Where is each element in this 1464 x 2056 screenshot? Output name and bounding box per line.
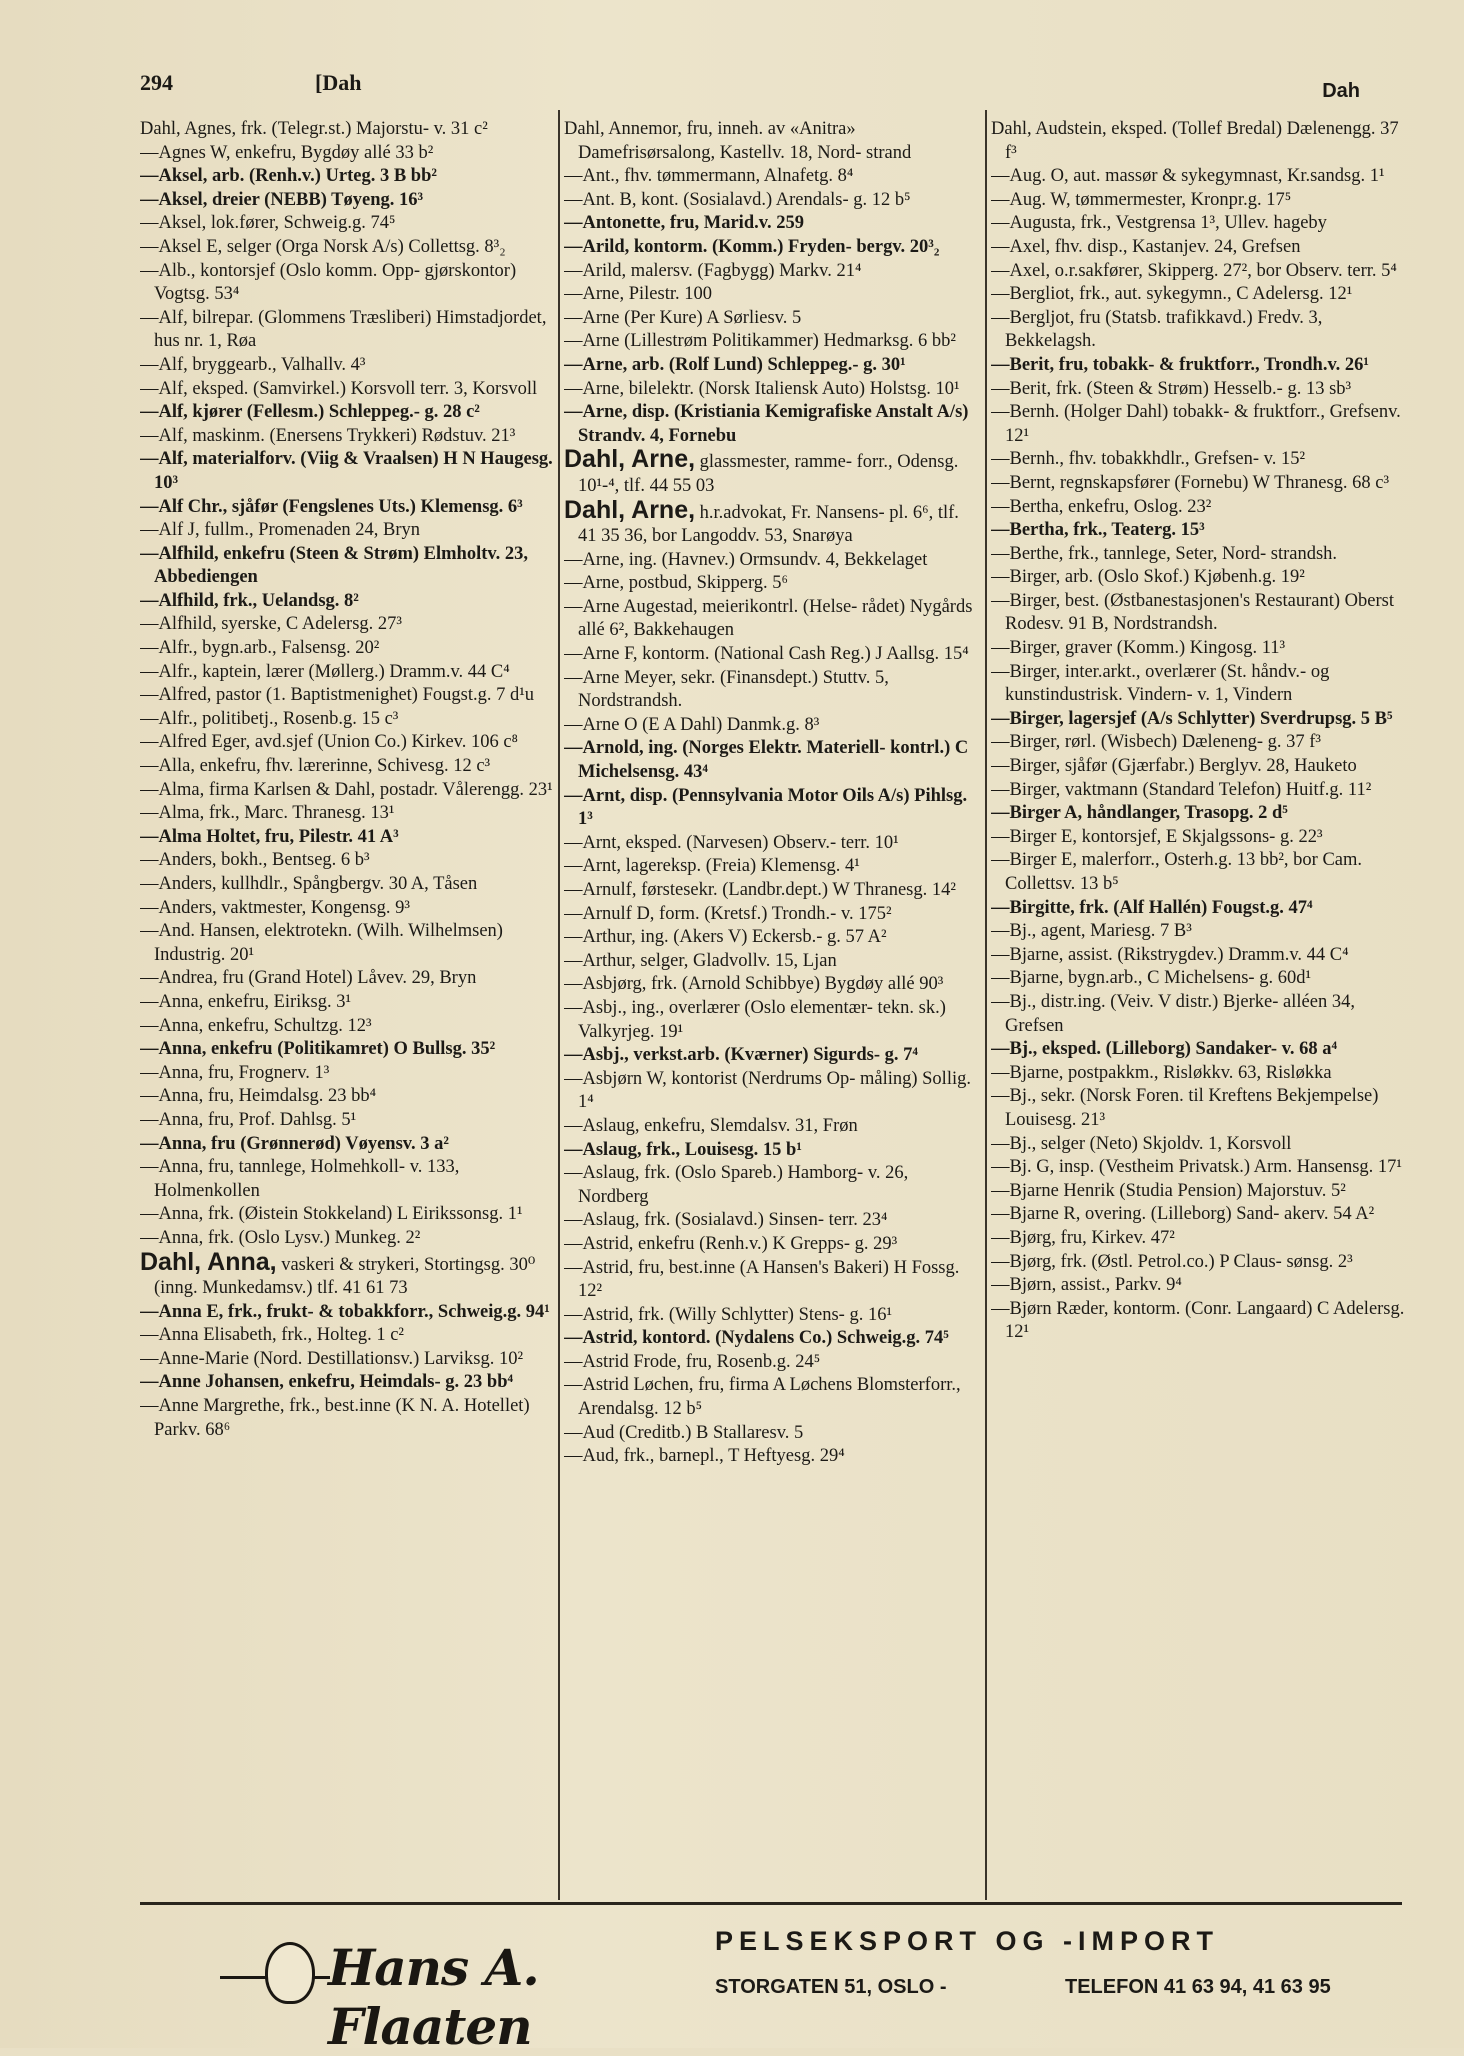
directory-entry (140, 1324, 558, 1348)
entry-text: —Aksel E, selger (Orga Norsk A/s) Collettsg. 8³₂ (140, 236, 506, 257)
guide-word-left: [Dah (315, 70, 362, 95)
directory-entry (140, 613, 558, 637)
entry-text: —Alfred, pastor (1. Baptistmenighet) Fougst.g. 7 d¹u (140, 685, 535, 706)
entry-text: —Bernh. (Holger Dahl) tobakk- & fruktforr., Grefsenv. 12¹ (991, 402, 1401, 446)
entry-text: —Birger, sjåfør (Gjærfabr.) Berglyv. 28, Hauketo (991, 756, 1357, 777)
entry-text: —Anna, frk. (Øistein Stokkeland) L Eirikssonsg. 1¹ (140, 1204, 523, 1225)
directory-entry (991, 472, 1409, 496)
directory-entry (991, 897, 1409, 921)
directory-entry (991, 165, 1409, 189)
directory-entry (991, 731, 1409, 755)
entry-text: —Alf J, fullm., Promenaden 24, Bryn (140, 520, 421, 541)
entry-text: —Alfhild, frk., Uelandsg. 8² (140, 590, 359, 611)
advert-title: PELSEKSPORT OG -IMPORT (715, 1926, 1220, 1956)
directory-entry (140, 118, 558, 142)
directory-entry (991, 1298, 1409, 1345)
entry-text: —Anna, fru, tannlege, Holmehkoll- v. 133, Holmenkollen (140, 1157, 460, 1201)
entry-text: —Bergliot, frk., aut. sykegymn., C Adelersg. 12¹ (991, 284, 1353, 305)
directory-entry (564, 572, 982, 596)
entry-text: —Aksel, arb. (Renh.v.) Urteg. 3 B bb² (140, 166, 437, 187)
entry-text: —Alfhild, enkefru (Steen & Strøm) Elmholtv. 23, Abbediengen (140, 543, 528, 588)
entry-text: —Bergljot, fru (Statsb. trafikkavd.) Fredv. 3, Bekkelagsh. (991, 307, 1323, 352)
entry-text: —Arnt, eksped. (Narvesen) Observ.- terr. 10¹ (564, 832, 899, 853)
directory-entry (991, 920, 1409, 944)
entry-text: —Aug. O, aut. massør & sykegymnast, Kr.sandsg. 1¹ (991, 166, 1385, 187)
directory-entry (564, 236, 982, 260)
entry-text: —Astrid, kontord. (Nydalens Co.) Schweig.g. 74⁵ (564, 1328, 949, 1349)
entry-text: —Axel, o.r.sakfører, Skipperg. 27², bor Observ. terr. 5⁴ (991, 260, 1397, 281)
entry-text: —Alf, bilrepar. (Glommens Træsliberi) Himstadjordet, hus nr. 1, Røa (140, 307, 547, 352)
directory-entry (991, 212, 1409, 236)
directory-entry (991, 354, 1409, 378)
entry-text: —Arnt, lagereksp. (Freia) Klemensg. 4¹ (564, 856, 860, 877)
entry-text: —Anna, enkefru, Eiriksg. 3¹ (140, 991, 352, 1012)
directory-entry (564, 354, 982, 378)
entry-text: —Astrid, enkefru (Renh.v.) K Grepps- g. 29³ (564, 1233, 898, 1254)
entry-text: —Arnulf, førstesekr. (Landbr.dept.) W Thranesg. 14² (564, 880, 956, 900)
directory-entry (140, 307, 558, 354)
entry-text: —Astrid, fru, best.inne (A Hansen's Bakeri) H Fossg. 12² (564, 1257, 960, 1302)
entry-text: —Anna, frk. (Oslo Lysv.) Munkeg. 2² (140, 1227, 421, 1248)
directory-entry (140, 1015, 558, 1039)
entry-text: —Arne, bilelektr. (Norsk Italiensk Auto) Holstsg. 10¹ (564, 378, 960, 399)
entry-text: —Asbj., ing., overlærer (Oslo elementær- tekn. sk.) Valkyrjeg. 19¹ (564, 997, 946, 1042)
directory-entry (991, 590, 1409, 637)
entry-text: —Arne, Pilestr. 100 (564, 284, 712, 305)
entry-text: h.r.advokat, Fr. Nansens- pl. 6⁶, tlf. 41 35 36, bor Langoddv. 53, Snarøya (578, 502, 959, 547)
entry-text: —Anne Johansen, enkefru, Heimdals- g. 23 bb⁴ (140, 1372, 514, 1393)
entry-text: —Anna, fru, Frognerv. 1³ (140, 1062, 330, 1083)
entry-text: —Birger, rørl. (Wisbech) Dæleneng- g. 37 f³ (991, 732, 1321, 753)
logo-portrait-icon (265, 1942, 315, 2004)
entry-text: —Anders, bokh., Bentseg. 6 b³ (140, 850, 370, 871)
directory-entry (564, 997, 982, 1044)
directory-entry (140, 1348, 558, 1372)
directory-entry (140, 1371, 558, 1395)
entry-text: —Ant. B, kont. (Sosialavd.) Arendals- g. 12 b⁵ (564, 189, 911, 210)
entry-text: —Arild, kontorm. (Komm.) Fryden- bergv. 20³₂ (564, 236, 940, 257)
directory-entry (991, 1227, 1409, 1251)
directory-entry (564, 1115, 982, 1139)
entry-text: —Arne (Lillestrøm Politikammer) Hedmarksg. 6 bb² (564, 331, 956, 352)
directory-entry (140, 731, 558, 755)
entry-text: —Arne (Per Kure) A Sørliesv. 5 (564, 307, 802, 328)
directory-entry (564, 973, 982, 997)
entry-text: —Alfr., kaptein, lærer (Møllerg.) Dramm.v. 44 C⁴ (140, 661, 510, 682)
directory-entry (564, 118, 982, 165)
entry-text: —Asbjørn W, kontorist (Nerdrums Op- måling) Sollig. 1⁴ (564, 1068, 971, 1113)
directory-entry (140, 1203, 558, 1227)
entry-text: —Birger A, håndlanger, Trasopg. 2 d⁵ (991, 803, 1288, 824)
entry-text: —Anne-Marie (Nord. Destillationsv.) Larviksg. 10² (140, 1348, 523, 1369)
directory-entry (564, 260, 982, 284)
directory-entry (991, 708, 1409, 732)
directory-entry (564, 1209, 982, 1233)
directory-entry (140, 1301, 558, 1325)
directory-entry (991, 1133, 1409, 1157)
directory-entry (991, 236, 1409, 260)
entry-text: —Anna, enkefru, Schultzg. 12³ (140, 1015, 372, 1036)
column-divider (985, 110, 987, 1900)
directory-entry (140, 236, 558, 260)
directory-entry (140, 496, 558, 520)
directory-entry (991, 1085, 1409, 1132)
directory-entry (140, 849, 558, 873)
entry-text: —Anna, fru (Grønnerød) Vøyensv. 3 a² (140, 1133, 449, 1154)
directory-entry (991, 661, 1409, 708)
directory-entry (564, 950, 982, 974)
directory-entry (140, 519, 558, 543)
directory-entry (140, 189, 558, 213)
directory-entry (564, 1304, 982, 1328)
column-divider (558, 110, 560, 1900)
entry-text: —Anna, fru, Prof. Dahlsg. 5¹ (140, 1109, 357, 1130)
directory-entry (140, 826, 558, 850)
directory-entry (991, 779, 1409, 803)
entry-text: Dahl, Annemor, fru, inneh. av «Anitra» Damefrisørsalong, Kastellv. 18, Nord- strand (564, 119, 912, 163)
directory-entry (564, 714, 982, 738)
entry-text: —Birger, best. (Østbanestasjonen's Restaurant) Oberst Rodesv. 91 B, Nordstrandsh. (991, 590, 1394, 635)
entry-text: —Alf, materialforv. (Viig & Vraalsen) H N Haugesg. 10³ (140, 449, 553, 493)
directory-entry (140, 661, 558, 685)
entry-text: —Birger, vaktmann (Standard Telefon) Huitf.g. 11² (991, 779, 1372, 800)
directory-entry (140, 708, 558, 732)
directory-entry (140, 1247, 558, 1301)
entry-text: —Alf Chr., sjåfør (Fengslenes Uts.) Klemensg. 6³ (140, 496, 523, 517)
entry-text: —Augusta, frk., Vestgrensa 1³, Ullev. hageby (991, 213, 1327, 234)
entry-text: —Alf, kjører (Fellesm.) Schleppeg.- g. 28 c² (140, 402, 480, 423)
entry-text: —Antonette, fru, Marid.v. 259 (564, 213, 804, 234)
entry-text: —Birger, arb. (Oslo Skof.) Kjøbenh.g. 19² (991, 567, 1305, 588)
directory-entry (564, 832, 982, 856)
directory-entry (564, 549, 982, 573)
page-number: 294 (140, 70, 173, 95)
directory-entry (564, 1139, 982, 1163)
directory-entry (564, 1257, 982, 1304)
entry-text: —Axel, fhv. disp., Kastanjev. 24, Grefsen (991, 236, 1301, 257)
entry-text: —Arne, ing. (Havnev.) Ormsundv. 4, Bekkelaget (564, 549, 928, 570)
entry-heading: Dahl, Anna, (140, 1247, 277, 1276)
entry-text: —Bj., selger (Neto) Skjoldv. 1, Korsvoll (991, 1133, 1292, 1154)
entry-text: —Arne, disp. (Kristiania Kemigrafiske Anstalt A/s) Strandv. 4, Fornebu (564, 402, 969, 446)
directory-entry (564, 1068, 982, 1115)
entry-text: vaskeri & strykeri, Stortingsg. 30⁰ (inng. Munkedamsv.) tlf. 41 61 73 (154, 1254, 536, 1299)
directory-entry (564, 165, 982, 189)
directory-entry (140, 873, 558, 897)
directory-entry (564, 283, 982, 307)
entry-text: —Ant., fhv. tømmermann, Alnafetg. 8⁴ (564, 166, 854, 187)
directory-entry (991, 1038, 1409, 1062)
entry-text: Dahl, Audstein, eksped. (Tollef Bredal) Dælenengg. 37 f³ (991, 119, 1399, 163)
directory-entry (140, 684, 558, 708)
directory-entry (140, 1085, 558, 1109)
entry-text: —Berit, frk. (Steen & Strøm) Hesselb.- g. 13 sb³ (991, 378, 1352, 399)
entry-text: —Anders, kullhdlr., Spångbergv. 30 A, Tåsen (140, 874, 478, 894)
directory-entry (991, 849, 1409, 896)
entry-text: —Arild, malersv. (Fagbygg) Markv. 21⁴ (564, 260, 862, 281)
entry-text: —Birger E, malerforr., Osterh.g. 13 bb², bor Cam. Collettsv. 13 b⁵ (991, 850, 1363, 894)
entry-text: —Aug. W, tømmermester, Kronpr.g. 17⁵ (991, 189, 1292, 210)
directory-entry (140, 425, 558, 449)
entry-text: —Bjarne, postpakkm., Risløkkv. 63, Risløkka (991, 1062, 1332, 1083)
directory-entry (140, 637, 558, 661)
directory-entry (564, 1327, 982, 1351)
directory-entry (564, 1162, 982, 1209)
entry-text: —Alf, maskinm. (Enersens Trykkeri) Rødstuv. 21³ (140, 425, 516, 446)
directory-entry (140, 1062, 558, 1086)
directory-entry (140, 1038, 558, 1062)
entry-text: —Bernt, regnskapsfører (Fornebu) W Thranesg. 68 c³ (991, 472, 1390, 493)
directory-entry (564, 445, 982, 498)
entry-text: —Arthur, ing. (Akers V) Eckersb.- g. 57 A² (564, 927, 887, 948)
directory-entry (140, 260, 558, 307)
entry-text: —Arne, postbud, Skipperg. 5⁶ (564, 573, 788, 594)
entry-text: —Alma, firma Karlsen & Dahl, postadr. Vålerengg. 23¹ (140, 779, 553, 800)
entry-text: —Birger, graver (Komm.) Kingosg. 11³ (991, 638, 1286, 659)
entry-text: —Aslaug, enkefru, Slemdalsv. 31, Frøn (564, 1115, 858, 1136)
directory-entry (140, 590, 558, 614)
entry-text: —Aud (Creditb.) B Stallaresv. 5 (564, 1422, 804, 1443)
entry-text: —Anders, vaktmester, Kongensg. 9³ (140, 897, 410, 918)
entry-text: —Berthe, frk., tannlege, Seter, Nord- strandsh. (991, 543, 1338, 564)
directory-entry (140, 378, 558, 402)
entry-text: —Arnulf D, form. (Kretsf.) Trondh.- v. 175² (564, 903, 892, 924)
entry-text: —Bjarne R, overing. (Lilleborg) Sand- akerv. 54 A² (991, 1204, 1375, 1225)
entry-text: —Bj., sekr. (Norsk Foren. til Kreftens Bekjempelse) Louisesg. 21³ (991, 1086, 1379, 1130)
directory-entry (991, 401, 1409, 448)
entry-heading: Dahl, Arne, (564, 445, 696, 474)
directory-entry (991, 1203, 1409, 1227)
entry-text: —And. Hansen, elektrotekn. (Wilh. Wilhelmsen) Industrig. 20¹ (140, 921, 503, 965)
directory-entry (564, 737, 982, 784)
directory-entry (140, 1109, 558, 1133)
entry-text: —Bjørg, fru, Kirkev. 47² (991, 1227, 1175, 1248)
directory-entry (991, 519, 1409, 543)
entry-text: —Asbj., verkst.arb. (Kværner) Sigurds- g. 7⁴ (564, 1045, 918, 1066)
directory-entry (564, 1445, 982, 1469)
directory-entry (991, 802, 1409, 826)
entry-text: —Anna, fru, Heimdalsg. 23 bb⁴ (140, 1086, 377, 1107)
entry-text: —Bjørn Ræder, kontorm. (Conr. Langaard) C Adelersg. 12¹ (991, 1298, 1405, 1343)
entry-text: —Alfr., bygn.arb., Falsensg. 20² (140, 638, 380, 659)
directory-entry (991, 944, 1409, 968)
entry-text: —Arne F, kontorm. (National Cash Reg.) J Aallsg. 15⁴ (564, 644, 969, 665)
directory-entry (991, 378, 1409, 402)
entry-text: —Birgitte, frk. (Alf Hallén) Fougst.g. 47⁴ (991, 897, 1313, 918)
entry-text: —Andrea, fru (Grand Hotel) Låvev. 29, Bryn (140, 968, 477, 989)
directory-entry (991, 496, 1409, 520)
entry-text: —Bjarne Henrik (Studia Pension) Majorstuv. 5² (991, 1180, 1346, 1201)
directory-entry (991, 260, 1409, 284)
directory-entry (140, 1395, 558, 1442)
directory-entry (140, 920, 558, 967)
entry-text: —Berit, fru, tobakk- & fruktforr., Trondh.v. 26¹ (991, 354, 1369, 375)
entry-text: —Alf, bryggearb., Valhallv. 4³ (140, 354, 366, 375)
directory-entry (991, 826, 1409, 850)
directory-entry (991, 1180, 1409, 1204)
entry-text: —Asbjørg, frk. (Arnold Schibbye) Bygdøy allé 90³ (564, 974, 944, 995)
entry-text: —Birger E, kontorsjef, E Skjalgssons- g. 22³ (991, 826, 1323, 847)
directory-entry (991, 448, 1409, 472)
entry-text: —Astrid, frk. (Willy Schlytter) Stens- g. 16¹ (564, 1304, 892, 1325)
directory-entry (564, 1351, 982, 1375)
directory-entry (140, 354, 558, 378)
directory-entry (564, 1044, 982, 1068)
directory-entry (991, 283, 1409, 307)
advertisement (140, 1908, 1402, 2056)
entry-text: —Alb., kontorsjef (Oslo komm. Opp- gjørskontor) Vogtsg. 53⁴ (140, 260, 517, 305)
directory-entry (140, 212, 558, 236)
entry-text: —Bj., distr.ing. (Veiv. V distr.) Bjerke- alléen 34, Grefsen (991, 991, 1355, 1036)
directory-entry (140, 1156, 558, 1203)
entry-text: —Arne O (E A Dahl) Danmk.g. 8³ (564, 714, 820, 735)
entry-text: —Aslaug, frk. (Sosialavd.) Sinsen- terr. 23⁴ (564, 1210, 888, 1231)
directory-entry (140, 779, 558, 803)
directory-entry (140, 802, 558, 826)
directory-entry (564, 330, 982, 354)
directory-entry (991, 967, 1409, 991)
entry-text: —Arne Meyer, sekr. (Finansdept.) Stuttv. 5, Nordstrandsh. (564, 667, 889, 712)
directory-entry (140, 755, 558, 779)
entry-text: —Aksel, dreier (NEBB) Tøyeng. 16³ (140, 189, 424, 210)
directory-entry (991, 1251, 1409, 1275)
directory-entry (564, 1422, 982, 1446)
entry-text: —Alla, enkefru, fhv. lærerinne, Schivesg. 12 c³ (140, 756, 491, 777)
entry-text: —Alfr., politibetj., Rosenb.g. 15 c³ (140, 708, 399, 729)
directory-entry (991, 189, 1409, 213)
directory-entry (564, 189, 982, 213)
directory-column-1 (140, 118, 558, 1898)
directory-entry (991, 991, 1409, 1038)
entry-text: —Astrid Løchen, fru, firma A Løchens Blomsterforr., Arendalsg. 12 b⁵ (564, 1375, 961, 1420)
directory-entry (991, 307, 1409, 354)
entry-text: —Arne, arb. (Rolf Lund) Schleppeg.- g. 30¹ (564, 354, 906, 375)
advert-address: STORGATEN 51, OSLO - (715, 1976, 947, 1998)
entry-text: —Bjørg, frk. (Østl. Petrol.co.) P Claus- sønsg. 2³ (991, 1251, 1353, 1272)
directory-entry (991, 755, 1409, 779)
directory-entry (564, 1374, 982, 1421)
directory-entry (140, 897, 558, 921)
directory-entry (991, 1156, 1409, 1180)
entry-text: —Alf, eksped. (Samvirkel.) Korsvoll terr. 3, Korsvoll (140, 378, 538, 399)
entry-text: —Arnold, ing. (Norges Elektr. Materiell- kontrl.) C Michelsensg. 43⁴ (564, 738, 969, 783)
entry-text: —Arne Augestad, meierikontrl. (Helse- rådet) Nygårds allé 6², Bakkehaugen (564, 596, 973, 641)
directory-entry (140, 401, 558, 425)
directory-entry (564, 596, 982, 643)
directory-entry (140, 165, 558, 189)
directory-entry (564, 401, 982, 448)
entry-text: —Bjørn, assist., Parkv. 9⁴ (991, 1275, 1182, 1296)
directory-entry (564, 643, 982, 667)
entry-text: —Arthur, selger, Gladvollv. 15, Ljan (564, 950, 837, 971)
entry-text: —Bertha, frk., Teaterg. 15³ (991, 520, 1205, 541)
entry-text: —Aksel, lok.fører, Schweig.g. 74⁵ (140, 213, 396, 234)
logo-signature: Hans A. Flaaten (328, 1938, 539, 2056)
entry-text: —Bj., agent, Mariesg. 7 B³ (991, 921, 1192, 942)
entry-text: —Anna E, frk., frukt- & tobakkforr., Schweig.g. 94¹ (140, 1301, 550, 1322)
entry-text: glassmester, ramme- forr., Odensg. 10¹-⁴, tlf. 44 55 03 (578, 452, 959, 496)
directory-entry (140, 142, 558, 166)
directory-entry (991, 118, 1409, 165)
entry-text: —Aud, frk., barnepl., T Heftyesg. 29⁴ (564, 1446, 845, 1467)
entry-text: —Bj. G, insp. (Vestheim Privatsk.) Arm. Hansensg. 17¹ (991, 1157, 1402, 1178)
directory-entry (991, 637, 1409, 661)
entry-heading: Dahl, Arne, (564, 495, 696, 524)
page-header (140, 70, 1400, 110)
company-logo (220, 1920, 740, 2056)
directory-entry (564, 212, 982, 236)
directory-entry (991, 1274, 1409, 1298)
entry-text: —Anne Margrethe, frk., best.inne (K N. A. Hotellet) Parkv. 68⁶ (140, 1396, 530, 1440)
directory-entry (564, 903, 982, 927)
directory-column-3 (991, 118, 1409, 1898)
entry-text: —Alfhild, syerske, C Adelersg. 27³ (140, 614, 402, 635)
entry-text: —Bjarne, bygn.arb., C Michelsens- g. 60d¹ (991, 968, 1311, 989)
directory-entry (564, 307, 982, 331)
entry-text: —Bertha, enkefru, Oslog. 23² (991, 496, 1212, 517)
entry-text: —Arnt, disp. (Pennsylvania Motor Oils A/s) Pihlsg. 1³ (564, 785, 968, 830)
entry-text: —Aslaug, frk. (Oslo Spareb.) Hamborg- v. 26, Nordberg (564, 1163, 909, 1207)
entry-text: —Aslaug, frk., Louisesg. 15 b¹ (564, 1139, 802, 1160)
directory-entry (564, 495, 982, 549)
entry-text: —Birger, lagersjef (A/s Schlytter) Sverdrupsg. 5 B⁵ (991, 708, 1393, 729)
guide-word-right: Dah (1322, 80, 1360, 102)
directory-entry (991, 543, 1409, 567)
footer-divider (140, 1902, 1402, 1905)
directory-entry (140, 543, 558, 590)
directory-entry (564, 879, 982, 903)
entry-text: —Bernh., fhv. tobakkhdlr., Grefsen- v. 15² (991, 449, 1305, 470)
directory-entry (564, 926, 982, 950)
directory-entry (564, 378, 982, 402)
directory-entry (991, 1062, 1409, 1086)
directory-entry (564, 667, 982, 714)
directory-entry (564, 785, 982, 832)
directory-entry (991, 566, 1409, 590)
directory-column-2 (564, 118, 982, 1898)
directory-entry (140, 967, 558, 991)
entry-text: —Alma, frk., Marc. Thranesg. 13¹ (140, 803, 395, 824)
entry-text: —Astrid Frode, fru, Rosenb.g. 24⁵ (564, 1351, 821, 1372)
entry-text: —Anna Elisabeth, frk., Holteg. 1 c² (140, 1325, 404, 1346)
entry-text: —Birger, inter.arkt., overlærer (St. håndv.- og kunstindustrisk. Vindern- v. 1, Vindern (991, 661, 1330, 706)
directory-entry (140, 1133, 558, 1157)
directory-entry (564, 1233, 982, 1257)
entry-text: —Anna, enkefru (Politikamret) O Bullsg. 35² (140, 1039, 496, 1060)
entry-text: —Bjarne, assist. (Rikstrygdev.) Dramm.v. 44 C⁴ (991, 944, 1349, 965)
entry-text: —Alfred Eger, avd.sjef (Union Co.) Kirkev. 106 c⁸ (140, 732, 519, 753)
entry-text: —Agnes W, enkefru, Bygdøy allé 33 b² (140, 142, 434, 163)
directory-entry (140, 448, 558, 495)
directory-entry (140, 991, 558, 1015)
directory-entry (564, 855, 982, 879)
entry-text: Dahl, Agnes, frk. (Telegr.st.) Majorstu- v. 31 c² (140, 119, 488, 139)
entry-text: —Bj., eksped. (Lilleborg) Sandaker- v. 68 a⁴ (991, 1039, 1338, 1060)
entry-text: —Alma Holtet, fru, Pilestr. 41 A³ (140, 826, 399, 847)
advert-phone: TELEFON 41 63 94, 41 63 95 (1065, 1976, 1331, 1998)
